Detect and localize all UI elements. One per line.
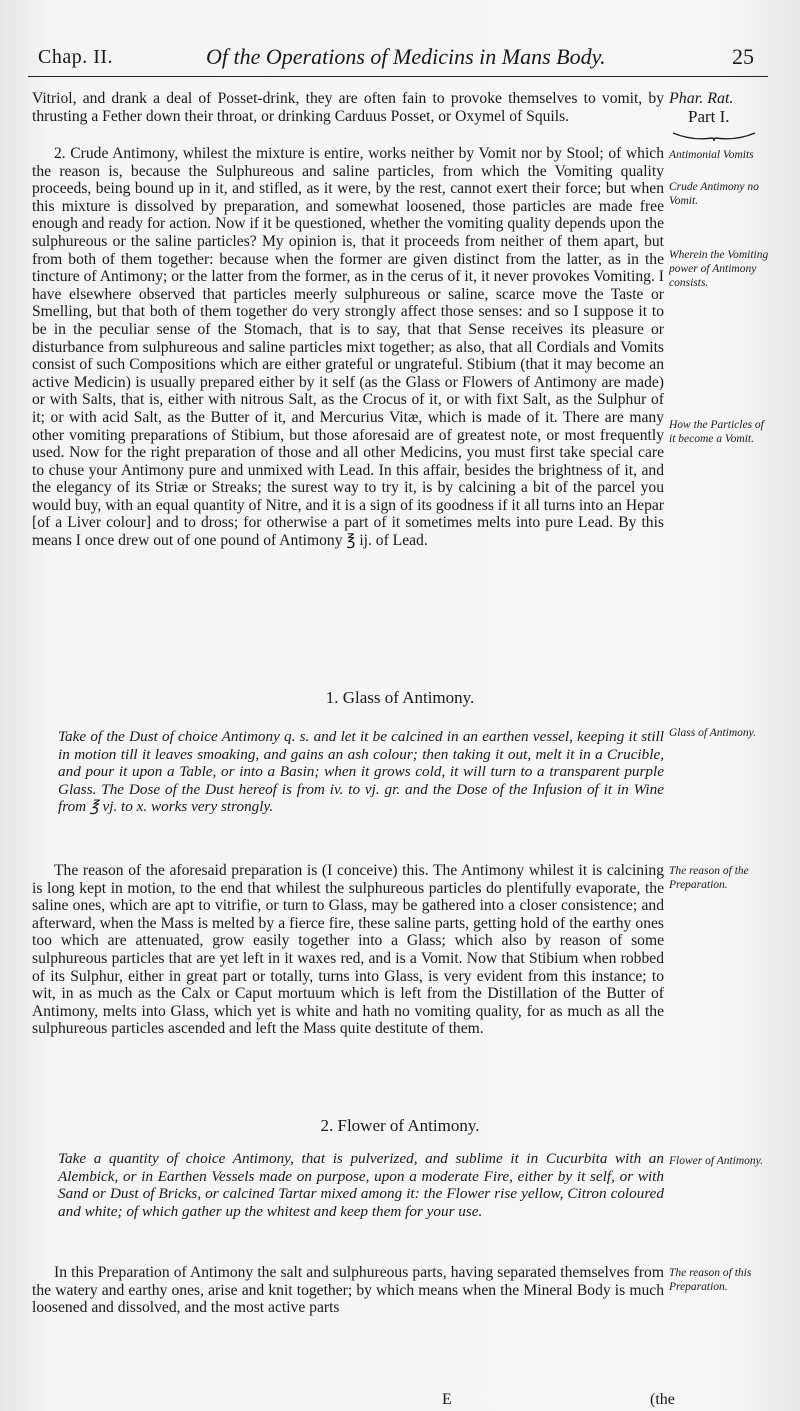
chapter-label: Chap. II. — [38, 46, 114, 68]
recipe-text: Take of the Dust of choice Antimony q. s. and let it be calcined in an earthen vessel, keeping it still in motion till it leaves smoaking, and gains an ash colour; then taking it out, melt it in a Crucible, and pour it upon a Table, or into a Basin; when it grows cold, it will turn to a transparent purple Glass. The Dose of the Dust hereof is from iv. to vj. gr. and the Dose of the Infusion of it in Wine from ℥ vj. to x. works very strongly. — [58, 728, 664, 816]
paragraph-reason-flower — [32, 1264, 664, 1317]
margin-note-crude-antimony: Crude Antimony no Vomit. — [669, 181, 759, 207]
margin-note-part: Part I. — [688, 107, 730, 126]
margin-note-phar-rat: Phar. Rat. — [669, 90, 734, 107]
paragraph-reason-glass — [32, 862, 664, 1038]
margin-note-reason-prep: The reason of the Preparation. — [669, 865, 749, 891]
brace-icon — [672, 132, 756, 142]
signature-mark: E — [442, 1391, 452, 1408]
paragraph-continuation — [32, 90, 664, 125]
margin-note-reason-this-prep: The reason of this Preparation. — [669, 1267, 752, 1293]
page-number: 25 — [732, 44, 754, 69]
catchword: (the — [650, 1391, 675, 1408]
running-header — [28, 38, 768, 77]
recipe-glass — [58, 728, 664, 816]
margin-note-flower: Flower of Antimony. — [669, 1155, 764, 1167]
recipe-flower — [58, 1150, 664, 1220]
section-title-glass: 1. Glass of Antimony. — [325, 688, 475, 707]
margin-note-wherein: Wherein the Vomiting power of Antimony consists. — [669, 249, 769, 289]
margin-note-how-particles: How the Particles of it become a Vomit. — [669, 419, 764, 445]
section-title-flower: 2. Flower of Antimony. — [320, 1116, 480, 1135]
body-paragraph: The reason of the aforesaid preparation is (I conceive) this. The Antimony whilest it is calcining is long kept in motion, to the end that whilest the sulphureous particles do plentifully evaporate, the saline ones, which are apt to vitrifie, or turn to Glass, may be gathered into a closer consistence; and afterward, when the Mass is melted by a fierce fire, these saline parts, getting hold of the earthy ones too which are attenuated, grow easily together into a Glass; which also by reason of some sulphureous particles that are yet left in it waxes red, and is a Vomit. Now that Stibium when robbed of its Sulphur, either in great part or totally, turns into Glass, is very evident from this instance; to wit, in as much as the Calx or Caput mortuum which is left from the Distillation of the Butter of Antimony, melts into Glass, which yet is white and hath no vomiting quality, for as much as all the sulphureous particles ascended and left the Mass quite destitute of them. — [32, 862, 664, 1038]
paragraph-crude-antimony — [32, 145, 664, 550]
margin-note-glass: Glass of Antimony. — [669, 727, 757, 739]
margin-note-antimonial-vomits: Antimonial Vomits — [669, 149, 754, 161]
body-paragraph: In this Preparation of Antimony the salt and sulphureous parts, having separated themselves from the watery and earthy ones, arise and knit together; by which means when the Mineral Body is much loosened and dissolved, and the most active parts — [32, 1264, 664, 1317]
recipe-text: Take a quantity of choice Antimony, that is pulverized, and sublime it in Cucurbita with an Alembick, or in Earthen Vessels made on purpose, upon a moderate Fire, either by it self, or with Sand or Dust of Bricks, or calcined Tartar mixed among it: the Flower rise yellow, Citron coloured and white; of which gather up the whitest and keep them for your use. — [58, 1150, 664, 1220]
body-paragraph: 2. Crude Antimony, whilest the mixture is entire, works neither by Vomit nor by Stool; of which the reason is, because the Sulphureous and saline particles, from which the Vomiting quality proceeds, being bound up in it, and stifled, as it were, by the rest, cannot exert their force; but when this mixture is dissolved by preparation, and somewhat loosened, those particles are made free enough and ready for action. Now if it be questioned, whether the vomiting quality depends upon the sulphureous or the saline particles? My opinion is, that it proceeds from neither of them apart, but from both of them together: because when the former are given distinct from the latter, as in the tincture of Antimony; or the latter from the former, as in the cerus of it, it never provokes Vomiting. I have elsewhere observed that particles meerly sulphureous or saline, scarce move the Taste or Smelling, but that both of them together do very strongly affect those senses: and so I suppose it to be in the peculiar sense of the Stomach, that is to say, that that Sense receives its pleasure or disturbance from sulphureous and saline particles mixt together; as also, that all Cordials and Vomits consist of such Compositions which are either grateful or ungrateful. Stibium (that it may become an active Medicin) is usually prepared either by it self (as the Glass or Flowers of Antimony are made) or with Salts, that is, either with nitrous Salt, as the Crocus of it, or with fixt Salt, as the Sulphur of it; or with acid Salt, as the Butter of it, and Mercurius Vitæ, which is made of it. There are many other vomiting preparations of Stibium, but those aforesaid are of greatest note, or most frequently used. Now for the right preparation of those and all other Medicins, you must first take special care to chuse your Antimony pure and unmixed with Lead. In this affair, besides the brightness of it, and the elegancy of its Striæ or Streaks; the surest way to try it, is by calcining a bit of the parcel you would buy, with an equal quantity of Nitre, and it is a sign of its goodness if it all turns into an Hepar [of a Liver colour] and to dross; for otherwise a part of it sometimes melts into pure Lead. By this means I once drew out of one pound of Antimony ℥ ij. of Lead. — [32, 145, 664, 550]
body-paragraph: Vitriol, and drank a deal of Posset-drink, they are often fain to provoke themselves to vomit, by thrusting a Fether down their throat, or drinking Carduus Posset, or Oxymel of Squils. — [32, 90, 664, 125]
running-title: Of the Operations of Medicins in Mans Body. — [206, 44, 606, 69]
